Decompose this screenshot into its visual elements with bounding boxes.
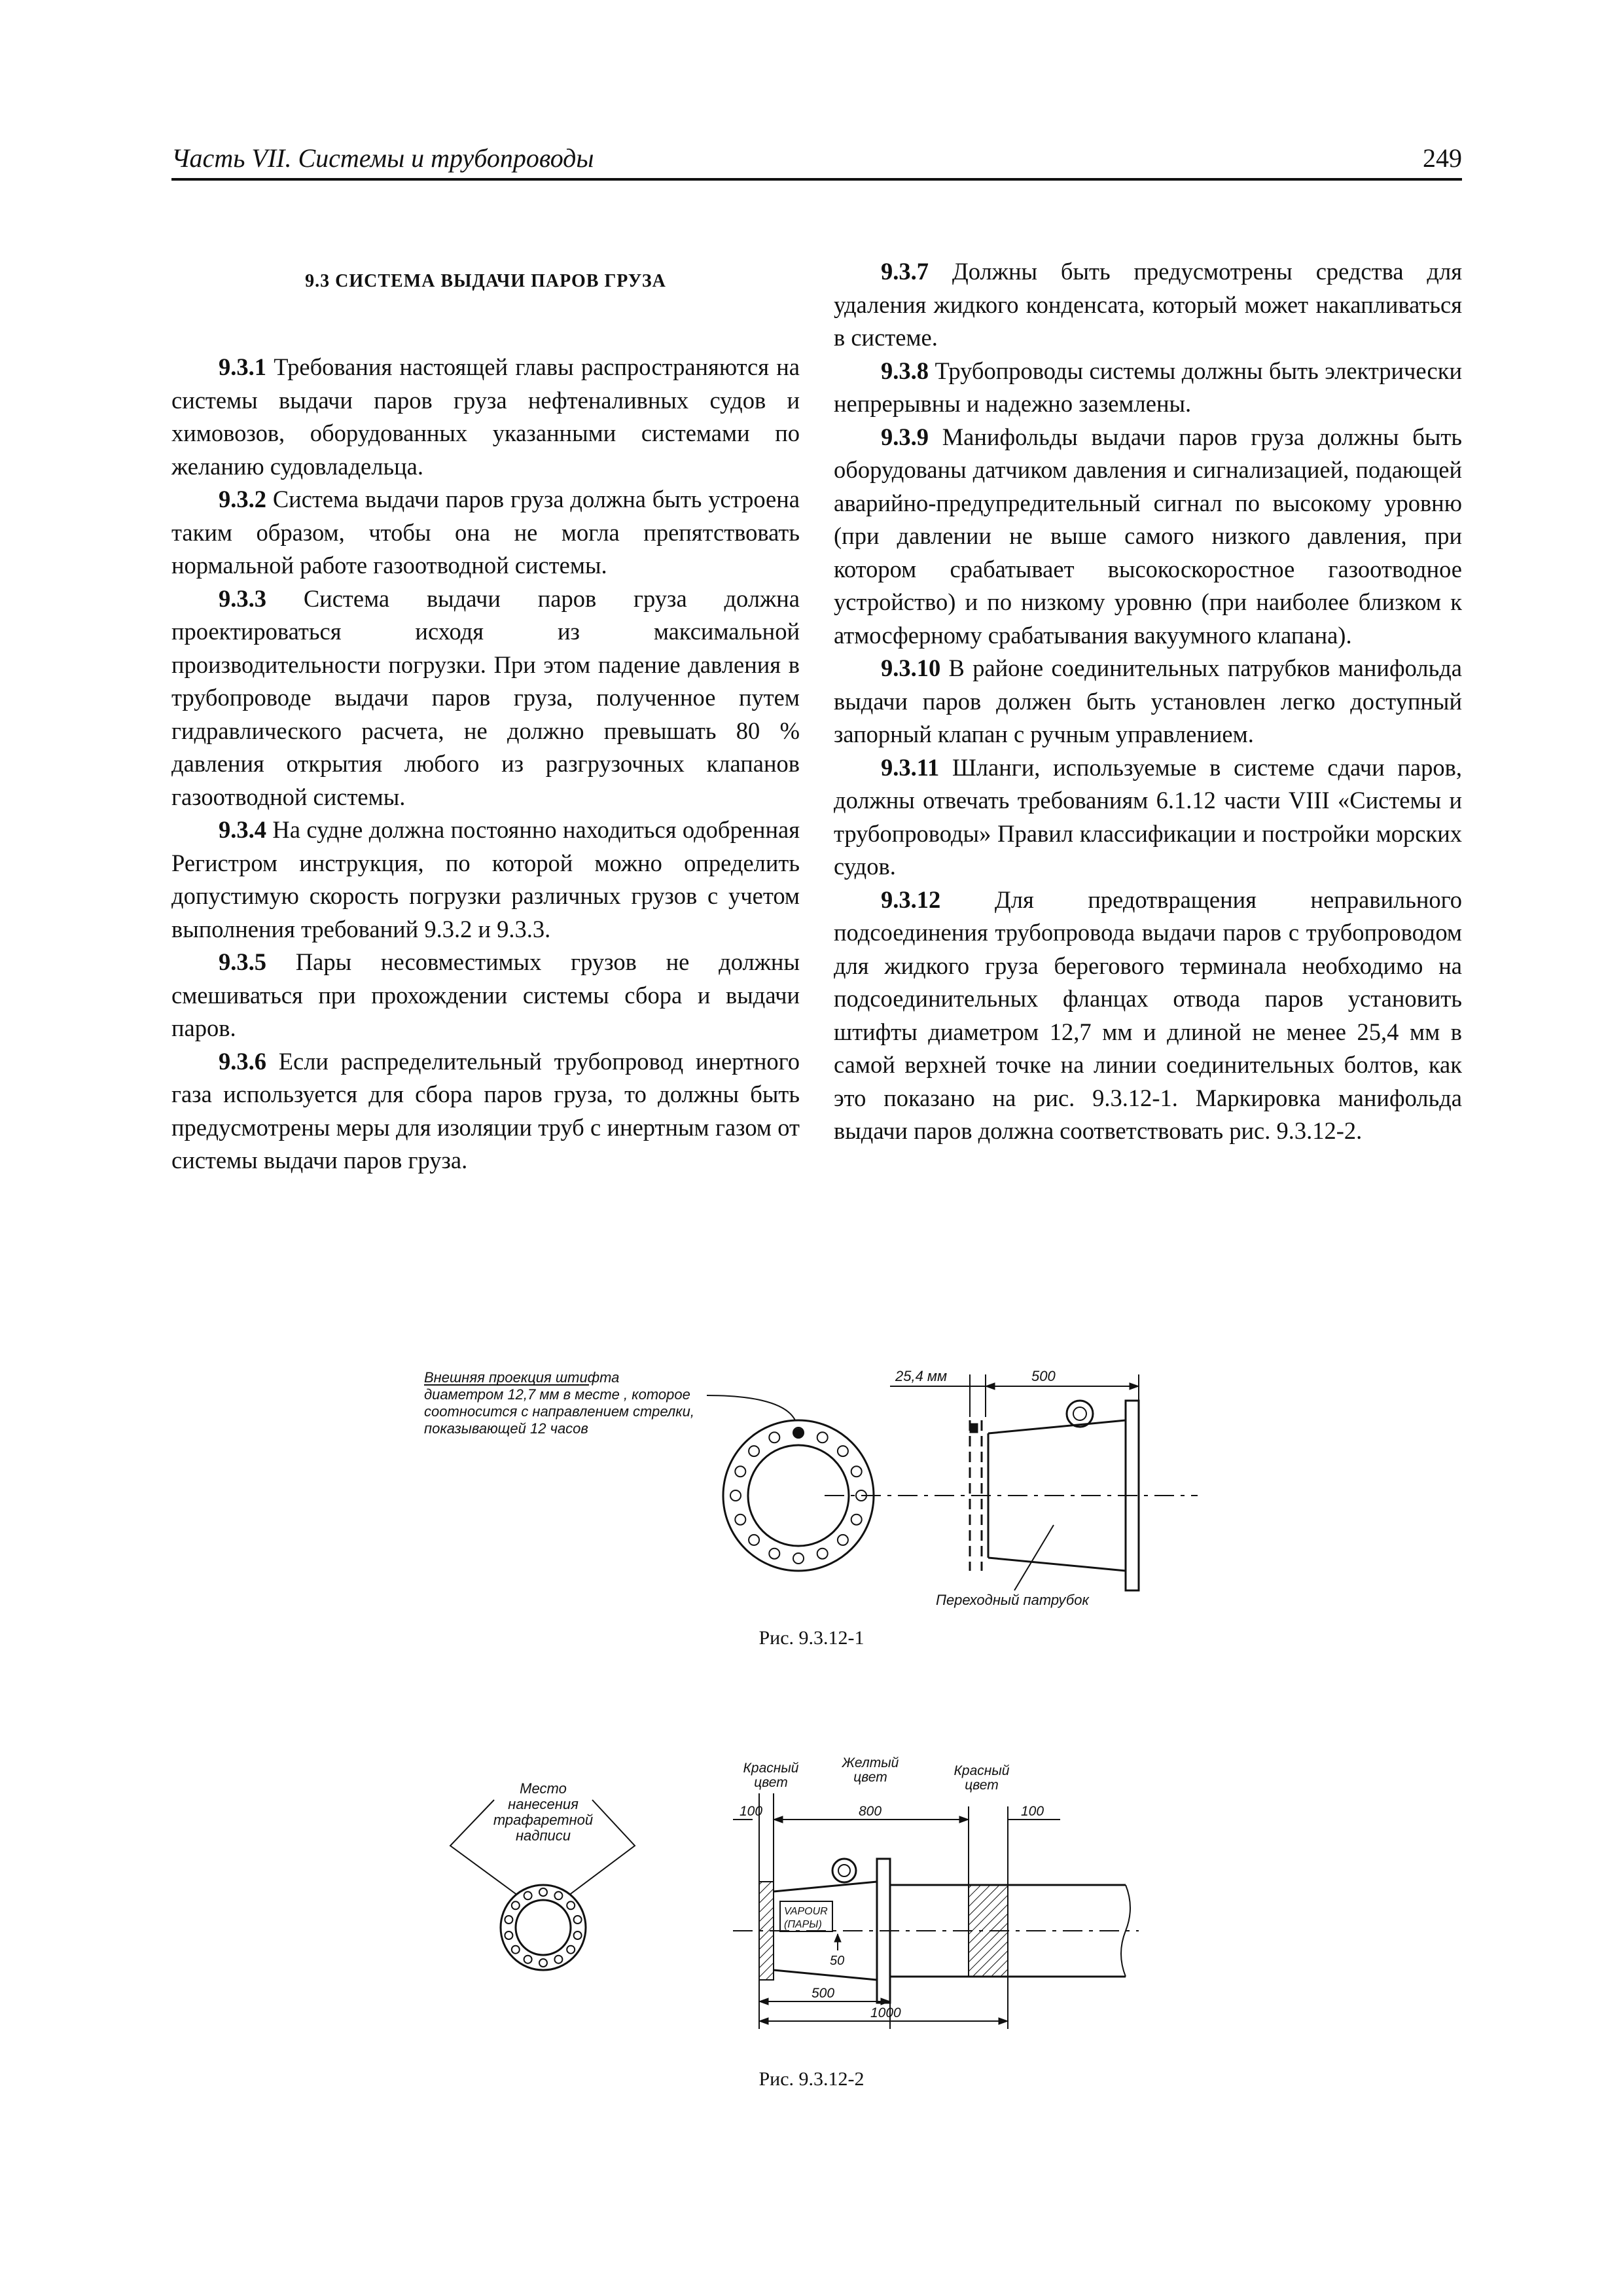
paragraph-9-3-7	[834, 255, 1462, 355]
fig2-stencil-line2: нанесения	[508, 1796, 579, 1812]
bolt-hole	[567, 1946, 575, 1954]
paragraph-9-3-12	[834, 884, 1462, 1148]
paragraph-number: 9.3.5	[219, 948, 266, 975]
bolt-hole	[769, 1432, 779, 1443]
paragraph-number: 9.3.11	[881, 753, 940, 781]
paragraph-text: Требования настоящей главы распространяются на системы выдачи паров груза нефтеналивных судов и химовозов, оборудованных указанными системами по желанию судовладельца.	[171, 353, 800, 480]
bolt-hole	[574, 1916, 582, 1924]
bolt-hole	[851, 1515, 862, 1525]
bolt-hole	[817, 1432, 828, 1443]
bolt-hole	[749, 1446, 759, 1456]
bolt-hole	[793, 1553, 804, 1564]
fig2-yellow-line2: цвет	[853, 1770, 887, 1785]
running-header	[171, 139, 1462, 179]
bolt-hole	[735, 1466, 745, 1477]
fig1-dim-pin: 25,4 мм	[895, 1368, 948, 1384]
bolt-hole	[539, 1888, 547, 1896]
paragraph-text: В районе соединительных патрубков манифольда выдачи паров должен быть установлен легко доступный запорный клапан с ручным управлением.	[834, 655, 1462, 747]
bolt-hole	[838, 1446, 848, 1456]
bolt-hole	[539, 1959, 547, 1967]
paragraph-text: Система выдачи паров груза должна быть устроена таким образом, чтобы она не могла препятствовать нормальной работе газоотводной системы.	[171, 486, 800, 579]
fig2-red2-line2: цвет	[965, 1778, 999, 1793]
paragraph-9-3-6	[171, 1045, 800, 1177]
left-column	[171, 255, 800, 1177]
paragraph-text: Для предотвращения неправильного подсоединения трубопровода выдачи паров с трубопроводом для жидкого груза берегового терминала необходимо на подсоединительных фланцах отвода паров установить штифты диаметром 12,7 мм и длиной не менее 25,4 мм в самой верхней точке на линии соединительных болтов, как это показано на рис. 9.3.12-1. Маркировка манифольда выдачи паров должна соответствовать рис. 9.3.12-2.	[834, 886, 1462, 1144]
bolt-hole	[554, 1956, 562, 1964]
bolt-hole	[574, 1931, 582, 1939]
paragraph-number: 9.3.10	[881, 655, 941, 681]
bolt-hole	[769, 1549, 779, 1559]
fig2-dim-100-right: 100	[1021, 1804, 1044, 1819]
paragraph-9-3-9	[834, 421, 1462, 653]
paragraph-number: 9.3.7	[881, 258, 929, 285]
paragraph-number: 9.3.2	[219, 486, 266, 512]
paragraph-9-3-2	[171, 483, 800, 583]
fig2-red2-line1: Красный	[954, 1763, 1010, 1778]
header-title: Часть VII. Системы и трубопроводы	[171, 143, 594, 173]
paragraph-9-3-10	[834, 652, 1462, 751]
paragraph-text: На судне должна постоянно находиться одобренная Регистром инструкция, по которой можно определить допустимую скорость погрузки различных грузов с учетом выполнения требований 9.3.2 и 9.3.3.	[171, 816, 800, 942]
bolt-hole	[817, 1549, 828, 1559]
paragraph-text: Манифольды выдачи паров груза должны быть оборудованы датчиком давления и сигнализацией, подающей аварийно-предупредительный сигнал по высокому уровню (при давлении не выше самого низкого давления, при котором срабатывает высокоскоростное газоотводное устройство) и по низкому уровню (при наиболее близком к атмосферному срабатывания вакуумного клапана).	[834, 423, 1462, 649]
fig1-part-label: Переходный патрубок	[936, 1592, 1089, 1608]
fig1-note-line1: Внешняя проекция штифта	[424, 1369, 620, 1386]
bolt-hole	[851, 1466, 862, 1477]
fig2-red1-line2: цвет	[754, 1775, 788, 1790]
paragraph-number: 9.3.6	[219, 1047, 266, 1075]
bolt-hole	[512, 1946, 520, 1954]
fig2-flange-front-view	[501, 1885, 586, 1970]
paragraph-9-3-4	[171, 814, 800, 946]
paragraph-9-3-11	[834, 751, 1462, 884]
paragraph-number: 9.3.4	[219, 816, 266, 843]
fig2-dim-1000: 1000	[870, 2005, 901, 2020]
paragraph-9-3-8	[834, 355, 1462, 421]
section-title: 9.3 СИСТЕМА ВЫДАЧИ ПАРОВ ГРУЗА	[305, 271, 666, 291]
fig1-side-view	[825, 1374, 1198, 1590]
fig1-note-line3: соотносится с направлением стрелки,	[424, 1403, 694, 1420]
fig1-dim-length: 500	[1031, 1368, 1056, 1384]
right-column	[834, 255, 1462, 1148]
figure-9-3-12-2	[445, 1754, 1165, 2029]
paragraph-number: 9.3.3	[219, 584, 266, 612]
fig2-stencil-line3: трафаретной	[493, 1812, 594, 1828]
paragraph-number: 9.3.8	[881, 357, 929, 384]
paragraph-text: Шланги, используемые в системе сдачи паров, должны отвечать требованиям 6.1.12 части VIII «Системы и трубопроводы» Правил классификации и постройки морских судов.	[834, 753, 1462, 880]
paragraph-9-3-3	[171, 583, 800, 814]
figure-2-caption: Рис. 9.3.12-2	[758, 2068, 865, 2090]
fig2-red1-line1: Красный	[743, 1761, 799, 1776]
fig2-yellow-line1: Желтый	[842, 1755, 899, 1770]
bolt-hole	[838, 1535, 848, 1545]
paragraph-number: 9.3.1	[219, 353, 266, 380]
bolt-hole	[524, 1956, 532, 1964]
figure-1-caption: Рис. 9.3.12-1	[758, 1627, 865, 1649]
bolt-hole	[735, 1515, 745, 1525]
paragraph-number: 9.3.12	[881, 886, 941, 913]
bolt-hole	[512, 1901, 520, 1909]
bolt-hole	[567, 1901, 575, 1909]
bolt-hole	[749, 1535, 759, 1545]
fig2-vapour-line2: (ПАРЫ)	[784, 1919, 822, 1930]
paragraph-number: 9.3.9	[881, 423, 929, 450]
paragraph-text: Трубопроводы системы должны быть электрически непрерывны и надежно заземлены.	[834, 357, 1462, 417]
paragraph-9-3-5	[171, 946, 800, 1045]
paragraph-text: Если распределительный трубопровод инертного газа используется для сбора паров груза, то должны быть предусмотрены меры для изоляции труб с инертным газом от системы выдачи паров груза.	[171, 1047, 800, 1174]
bolt-hole	[554, 1892, 562, 1899]
bolt-hole	[730, 1490, 741, 1501]
bolt-hole	[505, 1916, 512, 1924]
fig2-dim-50: 50	[830, 1954, 845, 1968]
fig2-stencil-line4: надписи	[515, 1827, 571, 1844]
fig1-pin	[793, 1428, 804, 1439]
bolt-hole	[524, 1892, 532, 1899]
paragraph-text: Система выдачи паров груза должна проектироваться исходя из максимальной производительности погрузки. При этом падение давления в трубопроводе выдачи паров груза, полученное путем гидравлического расчета, не должно превышать 80 % давления открытия любого из разгрузочных клапанов газоотводной системы.	[171, 584, 800, 810]
fig1-leader	[707, 1395, 795, 1420]
paragraph-text: Пары несовместимых грузов не должны смешиваться при прохождении системы сбора и выдачи паров.	[171, 948, 800, 1041]
fig2-dim-800: 800	[859, 1804, 882, 1819]
page-number: 249	[1423, 143, 1462, 173]
bolt-hole	[505, 1931, 512, 1939]
header-rule	[171, 178, 1462, 181]
paragraph-text: Должны быть предусмотрены средства для удаления жидкого конденсата, который может накапливаться в системе.	[834, 258, 1462, 351]
fig2-dim-500: 500	[812, 1986, 835, 2001]
fig1-note-line2: диаметром 12,7 мм в месте , которое	[424, 1386, 690, 1403]
fig1-note-line4: показывающей 12 часов	[424, 1420, 588, 1437]
fig2-vapour-line1: VAPOUR	[784, 1906, 828, 1917]
fig2-dim-100-left: 100	[740, 1804, 763, 1819]
paragraph-9-3-1	[171, 351, 800, 483]
figure-9-3-12-1	[366, 1348, 1296, 1623]
fig2-stencil-line1: Место	[520, 1780, 567, 1797]
